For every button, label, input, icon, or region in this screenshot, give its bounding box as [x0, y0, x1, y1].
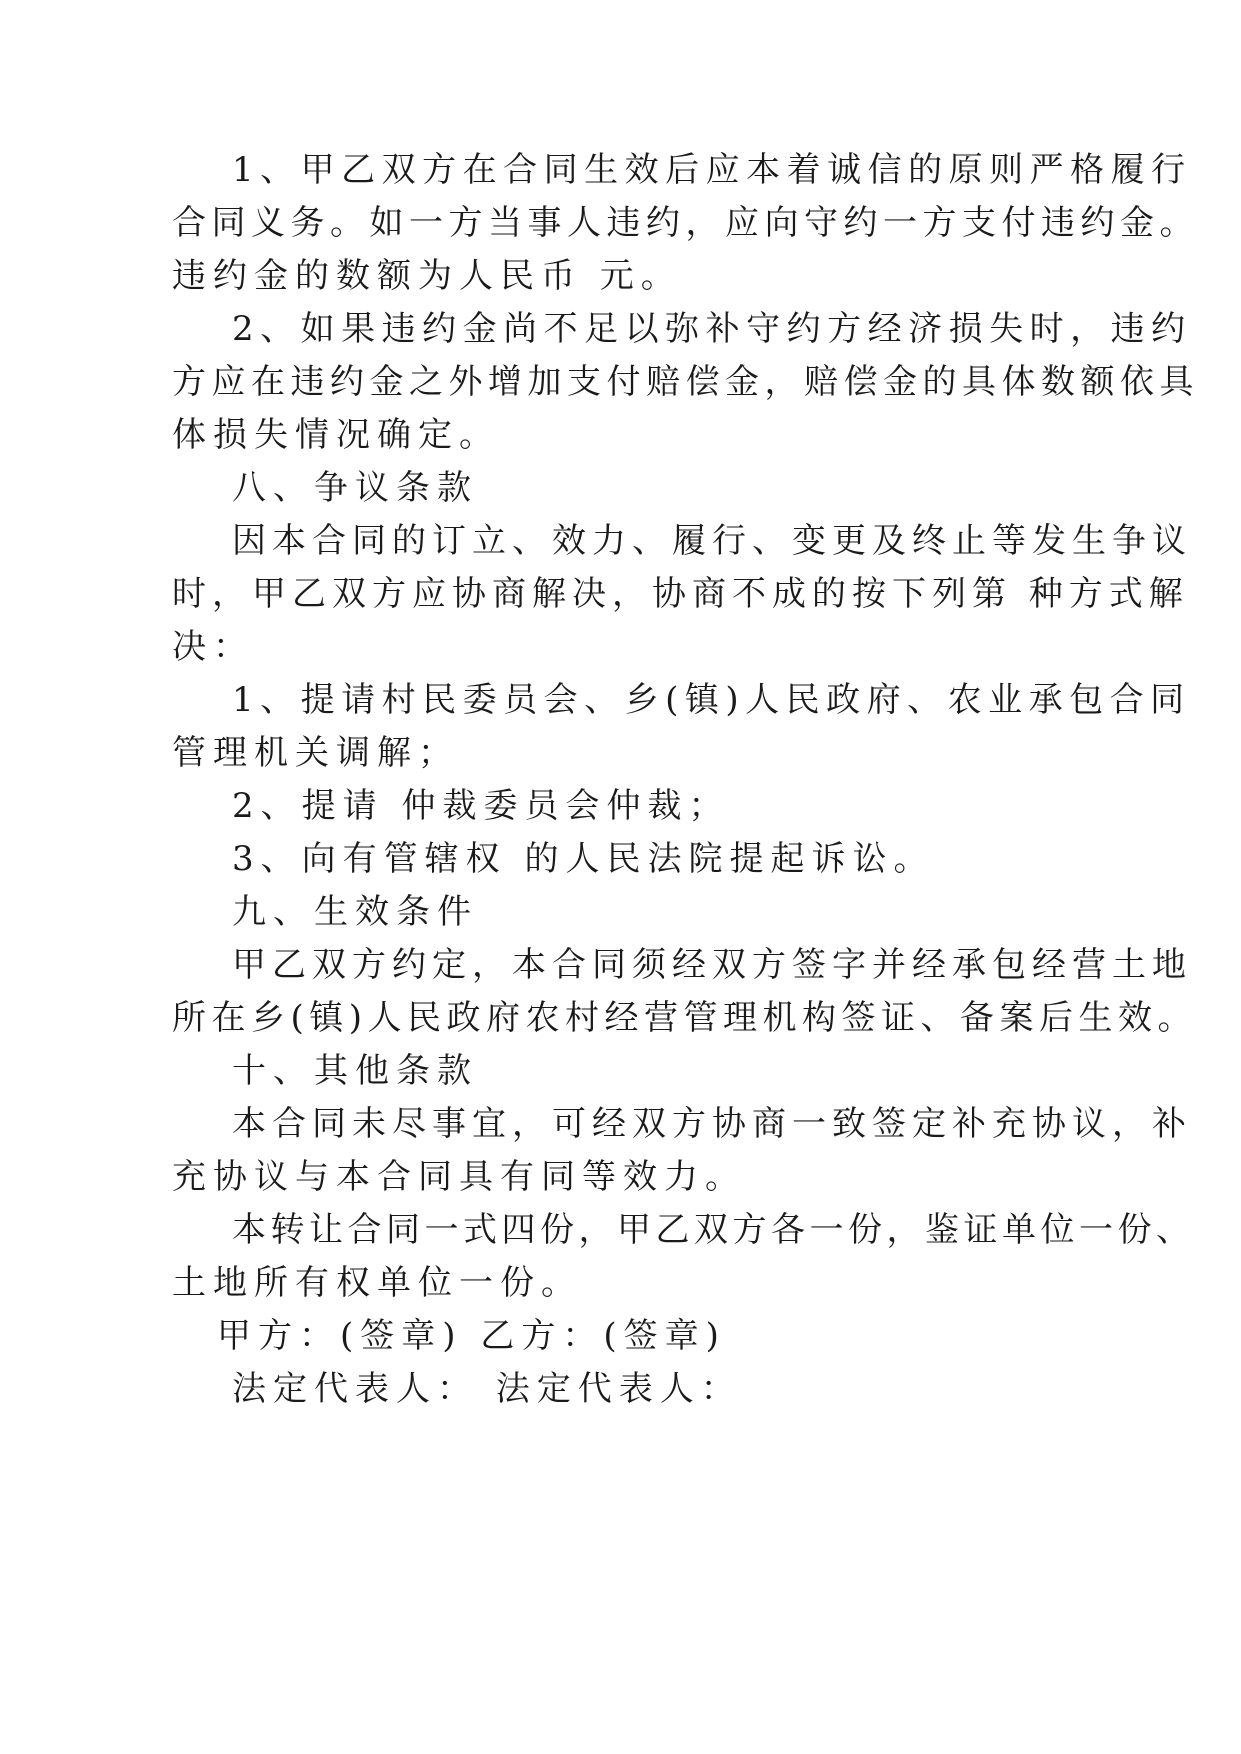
text-line: 时，甲乙双方应协商解决，协商不成的按下列第 种方式解	[172, 574, 1189, 614]
text-line: 本转让合同一式四份，甲乙双方各一份，鉴证单位一份、	[232, 1210, 1195, 1250]
text-line: 2、提请 仲裁委员会仲裁；	[232, 786, 730, 826]
text-line: 方应在违约金之外增加支付赔偿金，赔偿金的具体数额依具	[172, 362, 1199, 402]
text-line: 所在乡(镇)人民政府农村经营管理机构签证、备案后生效。	[172, 998, 1198, 1038]
text-line: 合同义务。如一方当事人违约，应向守约一方支付违约金。	[172, 203, 1199, 243]
text-line: 甲乙双方约定，本合同须经双方签字并经承包经营土地	[232, 945, 1192, 985]
section-heading: 八、争议条款	[232, 468, 478, 508]
signature-line: 法定代表人： 法定代表人：	[232, 1369, 742, 1409]
text-line: 3、向有管辖权 的人民法院提起诉讼。	[232, 839, 935, 879]
text-line: 因本合同的订立、效力、履行、变更及终止等发生争议	[232, 521, 1192, 561]
text-line: 1、甲乙双方在合同生效后应本着诚信的原则严格履行	[232, 150, 1192, 190]
text-line: 违约金的数额为人民币 元。	[172, 256, 682, 296]
section-heading: 九、生效条件	[232, 892, 478, 932]
text-line: 充协议与本合同具有同等效力。	[172, 1157, 746, 1197]
signature-line: 甲方：(签章) 乙方：(签章)	[217, 1316, 726, 1356]
text-line: 决：	[172, 627, 254, 667]
text-line: 2、如果违约金尚不足以弥补守约方经济损失时，违约	[232, 309, 1192, 349]
text-line: 本合同未尽事宜，可经双方协商一致签定补充协议，补	[232, 1104, 1192, 1144]
section-heading: 十、其他条款	[232, 1051, 478, 1091]
text-line: 体损失情况确定。	[172, 415, 500, 455]
text-line: 1、提请村民委员会、乡(镇)人民政府、农业承包合同	[232, 680, 1191, 720]
text-line: 土地所有权单位一份。	[172, 1263, 582, 1303]
text-line: 管理机关调解；	[172, 733, 459, 773]
